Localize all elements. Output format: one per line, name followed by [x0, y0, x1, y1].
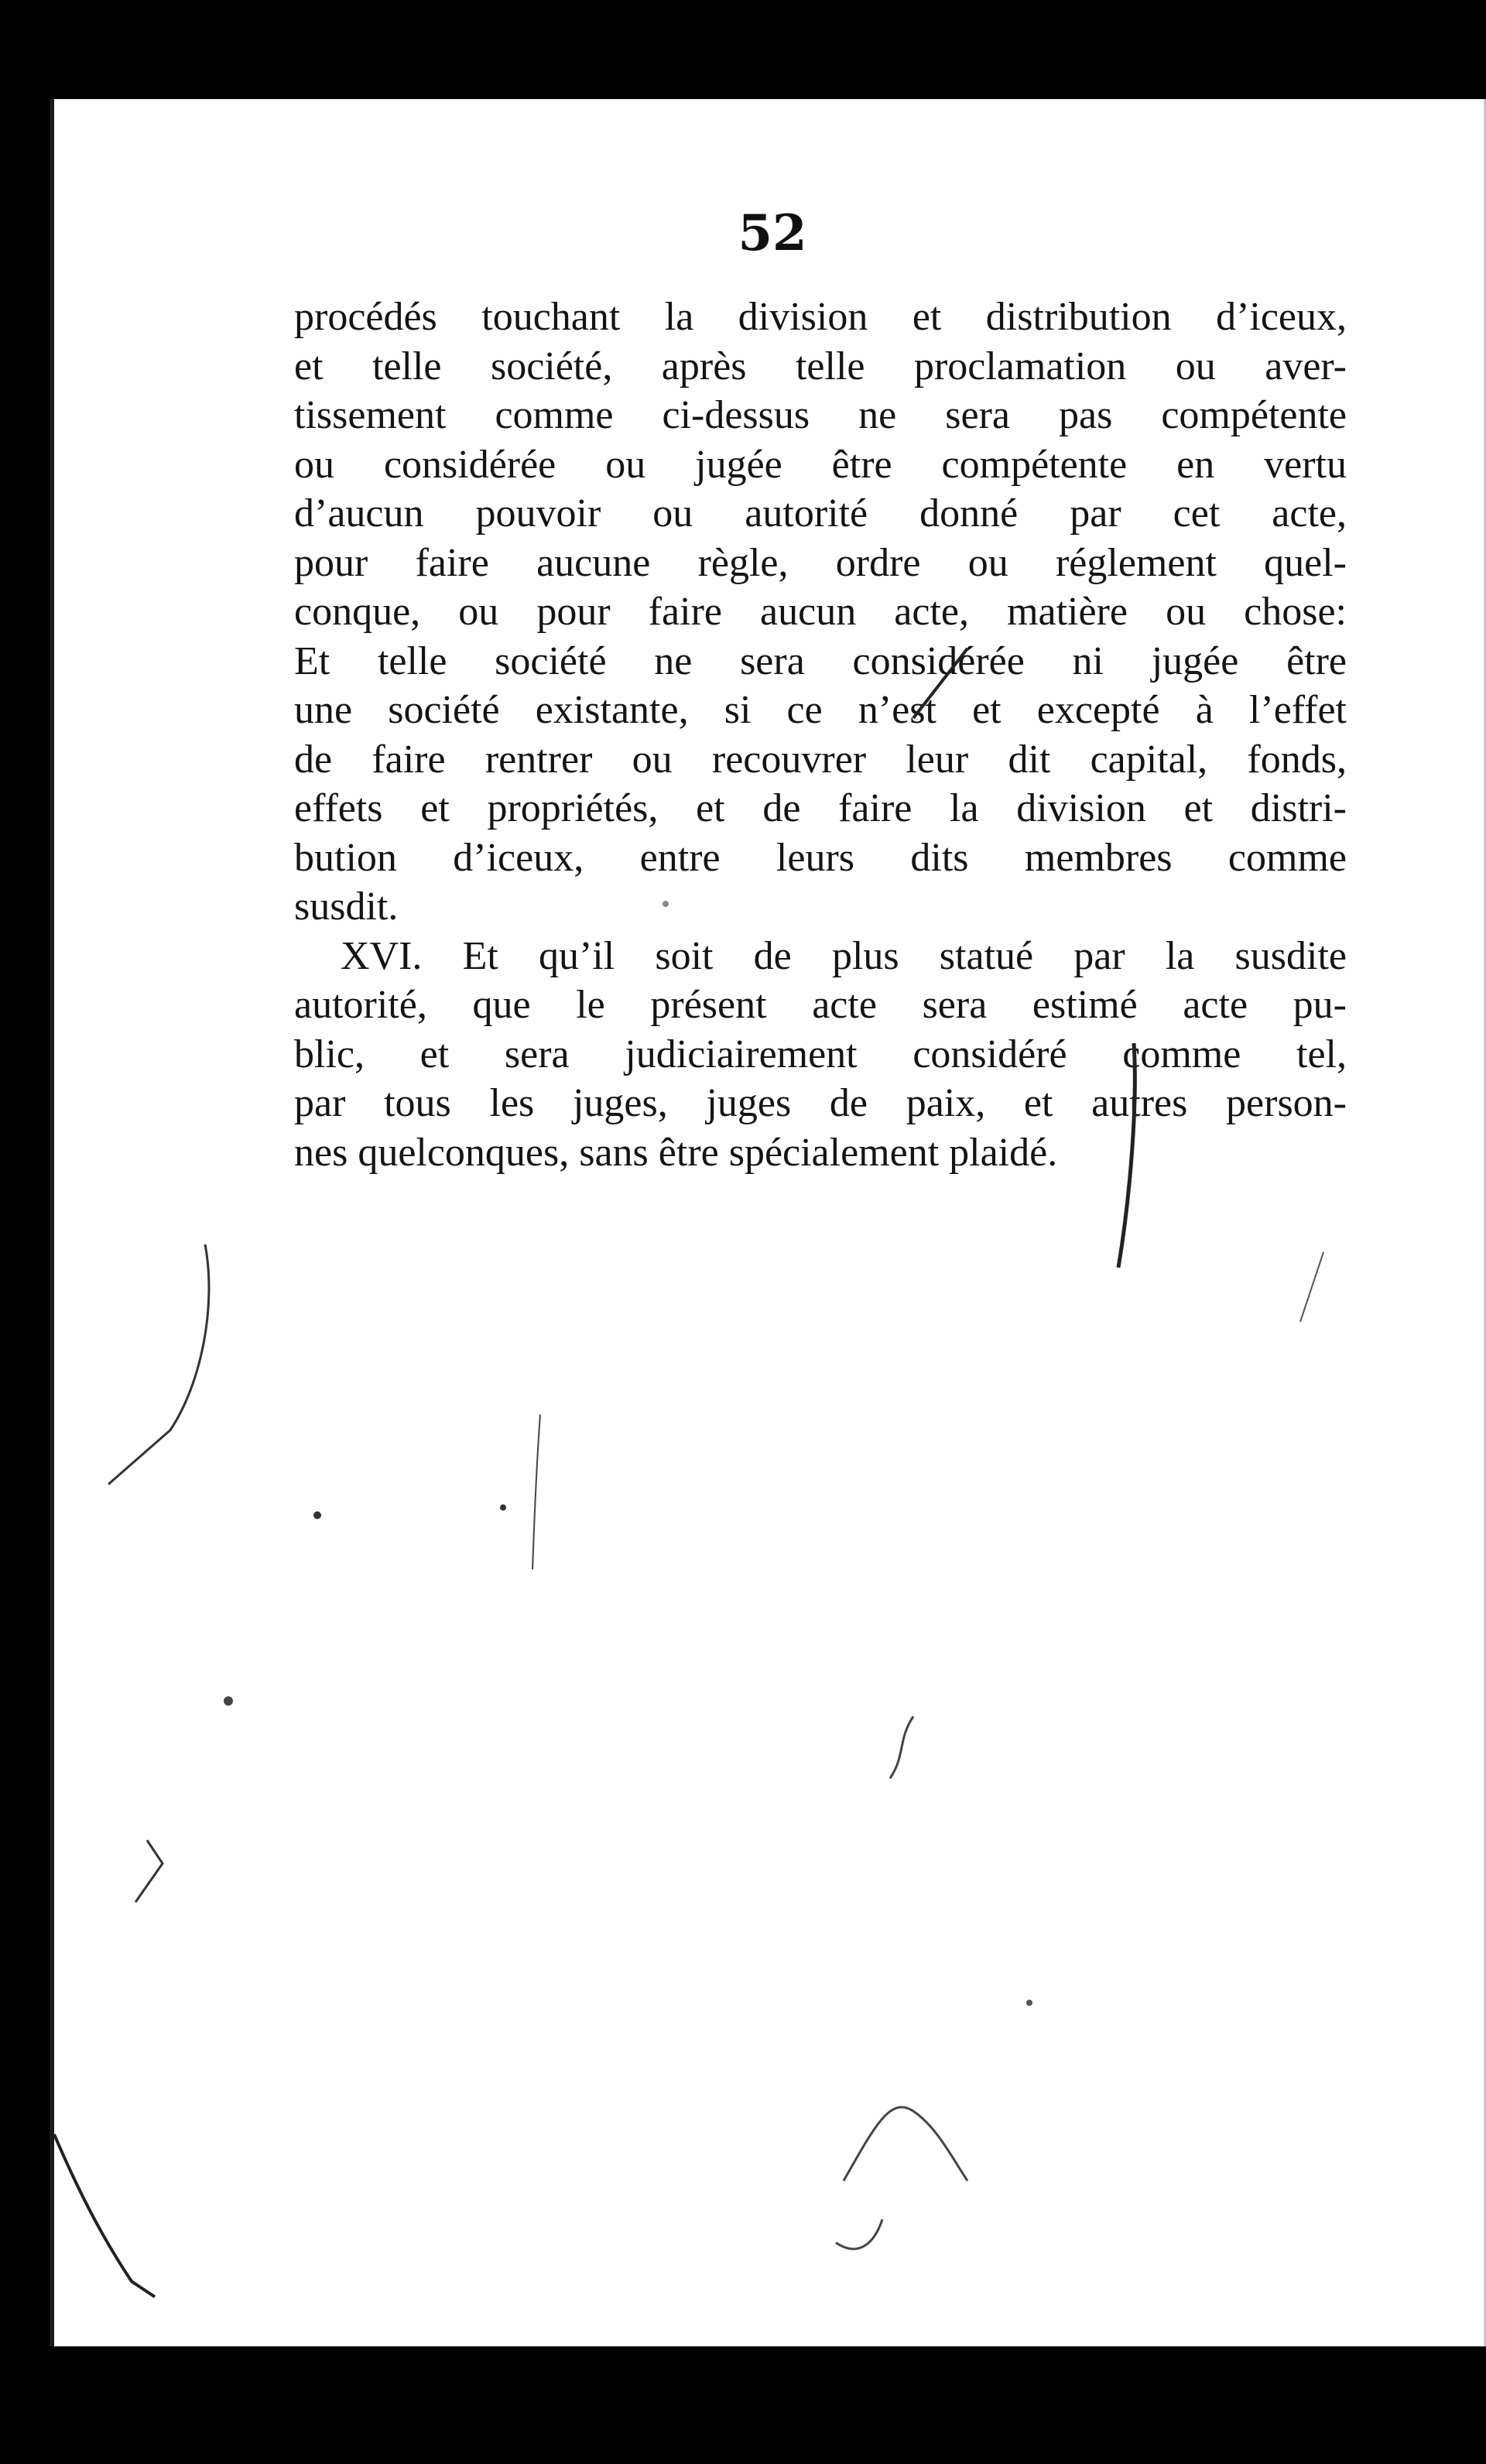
text-line: de faire rentrer ou recouvrer leur dit capital, fonds,: [294, 737, 1347, 782]
text-line: bution d’iceux, entre leurs dits membres comme: [294, 835, 1347, 880]
section-heading-line: XVI. Et qu’il soit de plus statué par la susdite: [341, 933, 1347, 978]
text-line: ou considérée ou jugée être compétente en vertu: [294, 442, 1347, 487]
text-line: procédés touchant la division et distribution d’iceux,: [294, 295, 1347, 339]
page-number: 52: [738, 204, 807, 262]
text-line: autorité, que le présent acte sera estimé acte pu-: [294, 983, 1347, 1027]
text-line: par tous les juges, juges de paix, et autres person-: [294, 1081, 1347, 1125]
text-line: tissement comme ci-dessus ne sera pas compétente: [294, 393, 1347, 437]
page-edge-shadow: [1483, 99, 1486, 2346]
text-line: nes quelconques, sans être spécialement plaidé.: [294, 1130, 1058, 1175]
scanned-page: [50, 99, 1486, 2346]
text-line: et telle société, après telle proclamation ou aver-: [294, 344, 1347, 388]
text-line: susdit.: [294, 885, 399, 929]
text-line: Et telle société ne sera considérée ni jugée être: [294, 638, 1347, 683]
body-text: [294, 293, 1347, 1177]
text-line: blic, et sera judiciairement considéré comme tel,: [294, 1032, 1347, 1076]
text-line: pour faire aucune règle, ordre ou réglement quel-: [294, 540, 1347, 585]
text-line: effets et propriétés, et de faire la division et distri-: [294, 786, 1347, 830]
text-line: d’aucun pouvoir ou autorité donné par cet acte,: [294, 491, 1347, 536]
text-line: conque, ou pour faire aucun acte, matière ou chose:: [294, 590, 1347, 634]
text-line: une société existante, si ce n’est et excepté à l’effet: [294, 688, 1347, 732]
